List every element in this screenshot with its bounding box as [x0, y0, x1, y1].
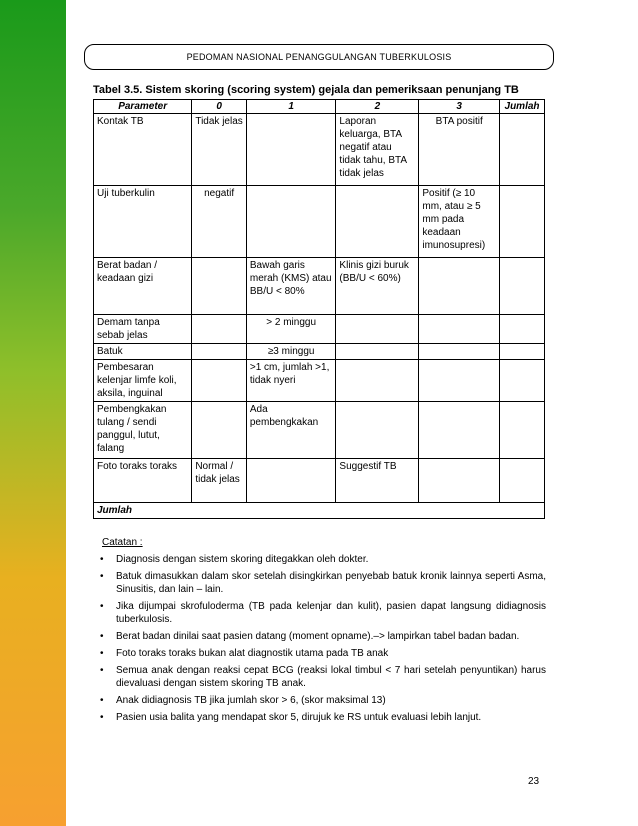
cell-score-1 [246, 186, 336, 258]
list-item [96, 570, 546, 596]
bullet-icon: • [100, 631, 104, 642]
cell-score-2: Klinis gizi buruk (BB/U < 60%) [336, 258, 419, 315]
cell-score-2 [336, 360, 419, 402]
notes-heading: Catatan : [102, 537, 143, 548]
cell-score-0: Tidak jelas [192, 114, 247, 186]
bullet-icon: • [100, 601, 104, 612]
cell-score-2: Laporan keluarga, BTA negatif atau tidak tahu, BTA tidak jelas [336, 114, 419, 186]
table-row [94, 186, 545, 258]
col-header-2: 2 [336, 100, 419, 114]
note-text: Foto toraks toraks bukan alat diagnostik utama pada TB anak [116, 648, 389, 659]
cell-total [500, 402, 545, 459]
col-header-0: 0 [192, 100, 247, 114]
cell-score-0: Normal / tidak jelas [192, 459, 247, 503]
list-item [96, 711, 546, 724]
cell-total [500, 459, 545, 503]
cell-parameter: Foto toraks toraks [94, 459, 192, 503]
cell-score-3 [419, 402, 500, 459]
cell-score-3 [419, 315, 500, 344]
cell-score-3: BTA positif [419, 114, 500, 186]
cell-score-3 [419, 258, 500, 315]
cell-score-3 [419, 344, 500, 360]
cell-parameter: Pembengkakan tulang / sendi panggul, lutut, falang [94, 402, 192, 459]
table-row [94, 315, 545, 344]
cell-total [500, 344, 545, 360]
cell-score-1 [246, 459, 336, 503]
cell-parameter: Berat badan / keadaan gizi [94, 258, 192, 315]
note-text: Berat badan dinilai saat pasien datang (moment opname).–> lampirkan tabel badan badan. [116, 631, 520, 642]
cell-score-3 [419, 459, 500, 503]
col-header-3: 3 [419, 100, 500, 114]
notes-list [96, 553, 546, 724]
cell-score-2 [336, 402, 419, 459]
table-row [94, 360, 545, 402]
sidebar-gradient-band [0, 0, 66, 826]
cell-score-2 [336, 186, 419, 258]
table-row [94, 344, 545, 360]
table-title: Tabel 3.5. Sistem skoring (scoring system) gejala dan pemeriksaan penunjang TB [93, 84, 519, 96]
list-item [96, 630, 546, 643]
note-text: Jika dijumpai skrofuloderma (TB pada kelenjar dan kulit), pasien dapat langsung didiagnosis tuberkulosis. [116, 601, 546, 625]
cell-score-1 [246, 114, 336, 186]
cell-score-0: negatif [192, 186, 247, 258]
page-number: 23 [528, 776, 540, 787]
bullet-icon: • [100, 665, 104, 676]
table-row [94, 459, 545, 503]
note-text: Anak didiagnosis TB jika jumlah skor > 6, (skor maksimal 13) [116, 695, 386, 706]
cell-score-3 [419, 360, 500, 402]
cell-score-1: ≥3 minggu [246, 344, 336, 360]
list-item [96, 664, 546, 690]
cell-score-2: Suggestif TB [336, 459, 419, 503]
cell-score-1: > 2 minggu [246, 315, 336, 344]
list-item [96, 694, 546, 707]
cell-parameter: Kontak TB [94, 114, 192, 186]
cell-score-0 [192, 402, 247, 459]
table-row [94, 258, 545, 315]
total-label: Jumlah [94, 503, 545, 519]
note-text: Batuk dimasukkan dalam skor setelah disingkirkan penyebab batuk kronik lainnya seperti Asma, Sinusitis, dan lain – lain. [116, 571, 546, 595]
cell-score-2 [336, 344, 419, 360]
cell-total [500, 114, 545, 186]
running-header [84, 44, 554, 70]
cell-total [500, 360, 545, 402]
bullet-icon: • [100, 554, 104, 565]
bullet-icon: • [100, 695, 104, 706]
bullet-icon: • [100, 712, 104, 723]
col-header-parameter: Parameter [94, 100, 192, 114]
note-text: Pasien usia balita yang mendapat skor 5, dirujuk ke RS untuk evaluasi lebih lanjut. [116, 712, 482, 723]
cell-score-0 [192, 360, 247, 402]
col-header-jumlah: Jumlah [500, 100, 545, 114]
cell-total [500, 186, 545, 258]
list-item [96, 647, 546, 660]
notes-section [96, 536, 546, 728]
list-item [96, 553, 546, 566]
bullet-icon: • [100, 648, 104, 659]
cell-score-0 [192, 315, 247, 344]
cell-parameter: Batuk [94, 344, 192, 360]
table-row [94, 402, 545, 459]
cell-total [500, 315, 545, 344]
cell-score-3: Positif (≥ 10 mm, atau ≥ 5 mm pada keadaan imunosupresi) [419, 186, 500, 258]
scoring-table [93, 99, 545, 519]
note-text: Diagnosis dengan sistem skoring ditegakkan oleh dokter. [116, 554, 369, 565]
cell-score-1: Ada pembengkakan [246, 402, 336, 459]
header-text: PEDOMAN NASIONAL PENANGGULANGAN TUBERKULOSIS [186, 52, 452, 62]
cell-score-0 [192, 344, 247, 360]
cell-total [500, 258, 545, 315]
cell-score-1: Bawah garis merah (KMS) atau BB/U < 80% [246, 258, 336, 315]
list-item [96, 600, 546, 626]
table-header-row [94, 100, 545, 114]
bullet-icon: • [100, 571, 104, 582]
cell-parameter: Pembesaran kelenjar limfe koli, aksila, inguinal [94, 360, 192, 402]
cell-score-1: >1 cm, jumlah >1, tidak nyeri [246, 360, 336, 402]
cell-parameter: Uji tuberkulin [94, 186, 192, 258]
table-total-row [94, 503, 545, 519]
col-header-1: 1 [246, 100, 336, 114]
cell-parameter: Demam tanpa sebab jelas [94, 315, 192, 344]
cell-score-2 [336, 315, 419, 344]
note-text: Semua anak dengan reaksi cepat BCG (reaksi lokal timbul < 7 hari setelah penyuntikan) harus dievaluasi dengan sistem skoring TB anak. [116, 665, 546, 689]
cell-score-0 [192, 258, 247, 315]
table-row [94, 114, 545, 186]
